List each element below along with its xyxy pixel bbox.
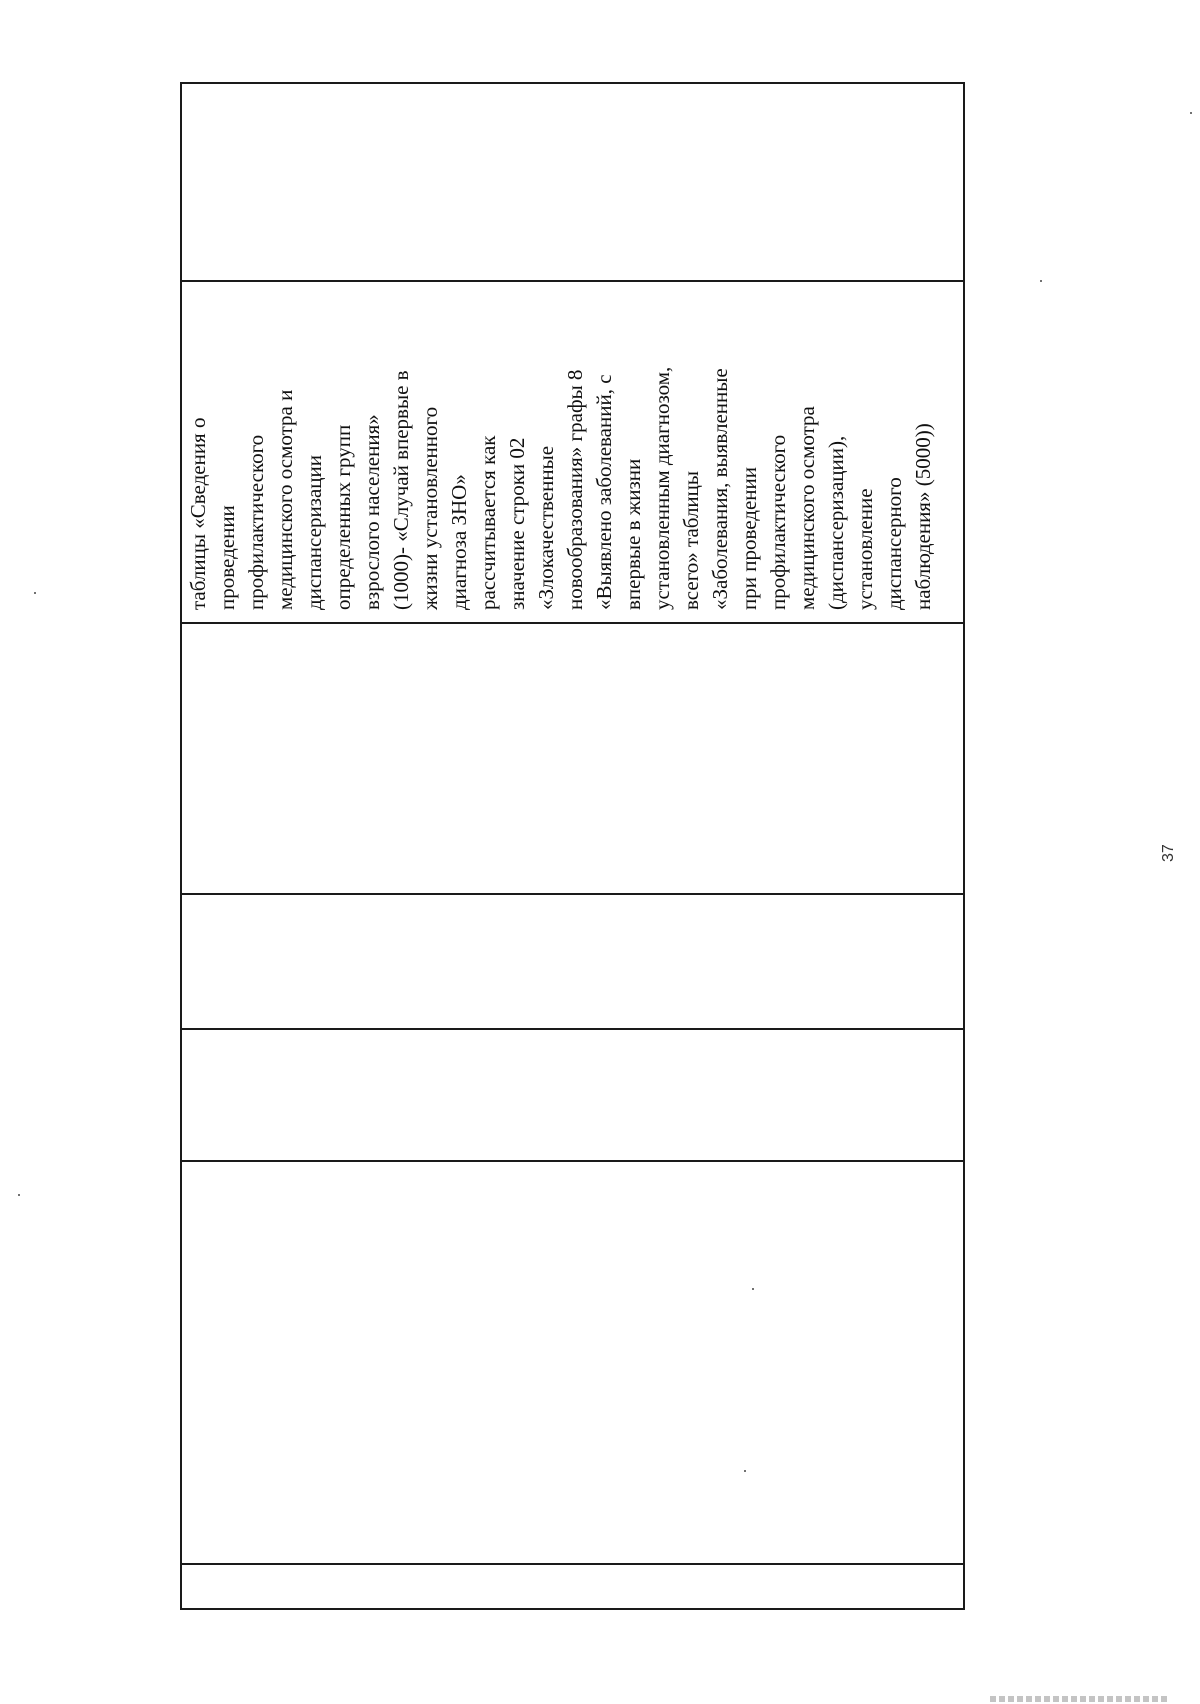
scan-speck bbox=[34, 592, 36, 594]
scan-speck bbox=[1040, 280, 1042, 282]
page-number: 37 bbox=[1160, 844, 1177, 862]
table-cell-text: таблицы «Сведения о проведении профилактического медицинского осмотра и диспансеризации определенных групп взрослого населения» (1000)- «Случай впервые в жизни установленного диагноза ЗНО» рассчитывается как значение строки 02 «Злокачественные новообразования» графы 8 «Выявлено заболеваний, с впервые в жизни установленным диагнозом, всего» таблицы «Заболевания, выявленные при проведении профилактического медицинского осмотра (диспансеризации), установление диспансерного наблюдения» (5000)) bbox=[186, 366, 935, 610]
table-divider-6 bbox=[182, 1563, 963, 1565]
scan-artifact bbox=[990, 1696, 1170, 1702]
table-divider-2 bbox=[182, 622, 963, 624]
table-divider-4 bbox=[182, 1028, 963, 1030]
scan-speck bbox=[744, 1470, 746, 1472]
scan-speck bbox=[1190, 112, 1192, 114]
table-divider-5 bbox=[182, 1160, 963, 1162]
scan-speck bbox=[752, 1288, 754, 1290]
scan-speck bbox=[18, 1194, 20, 1196]
table-divider-3 bbox=[182, 893, 963, 895]
